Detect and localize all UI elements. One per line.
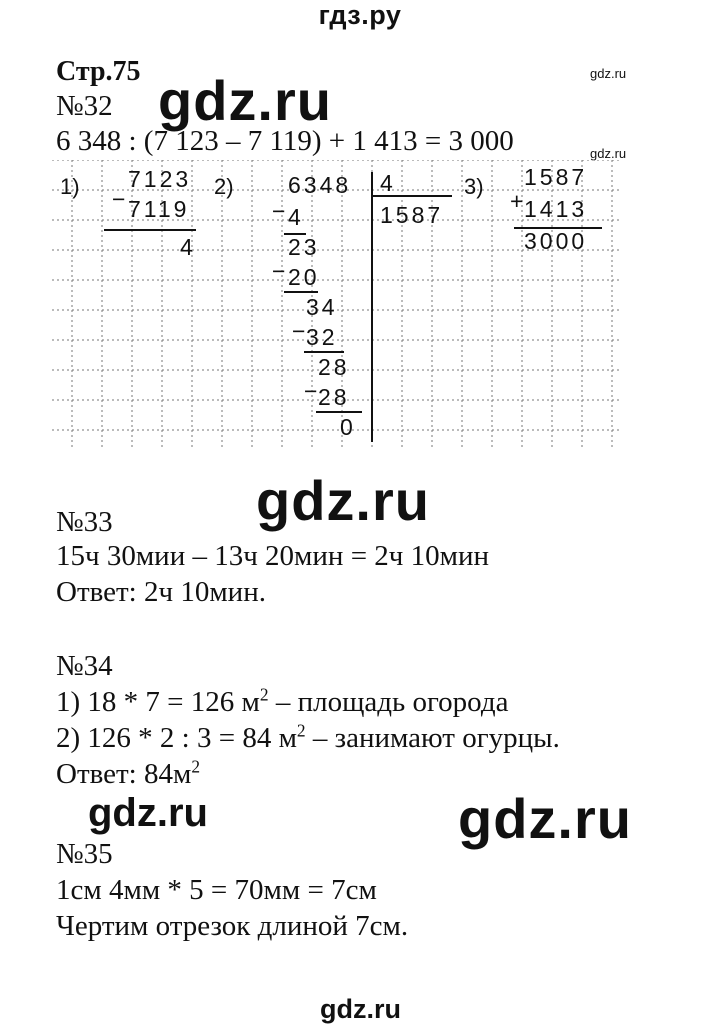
task34-line1-exp: 2 [259, 684, 269, 705]
step2-label: 2) [214, 174, 234, 199]
task34-line2 [56, 722, 560, 755]
step2-quotient: 1587 [380, 202, 444, 228]
step3-addend1: 1587 [524, 164, 588, 190]
task35-line2: Чертим отрезок длиной 7см. [56, 910, 409, 942]
task35-line1: 1см 4мм * 5 = 70мм = 7см [56, 874, 377, 906]
task33-number: №33 [56, 506, 113, 538]
task34-line1-main: 1) 18 * 7 = 126 м [56, 686, 260, 718]
task34-line2-rest: – занимают огурцы. [305, 722, 560, 754]
step1-label: 1) [60, 174, 80, 199]
watermark-top: гдз.ру [318, 0, 402, 30]
task32-expression: 6 348 : (7 123 – 7 119) + 1 413 = 3 000 [56, 125, 514, 157]
step3-label: 3) [464, 174, 484, 199]
watermark-small-1: gdz.ru [590, 66, 627, 81]
step2-row: 28 [318, 384, 350, 410]
watermark-large-1: gdz.ru [158, 69, 332, 132]
step2-divisor: 4 [380, 170, 396, 196]
task33-answer: Ответ: 2ч 10мин. [56, 576, 266, 608]
step2-dividend: 6348 [288, 172, 352, 198]
step3-addend2: 1413 [524, 196, 588, 222]
task34-number: №34 [56, 650, 113, 682]
task34-answer-exp: 2 [191, 756, 201, 777]
step2-row: 28 [318, 354, 350, 380]
task34-line1-rest: – площадь огорода [268, 686, 509, 718]
task34-line2-main: 2) 126 * 2 : 3 = 84 м [56, 722, 297, 754]
step2-row: 20 [288, 264, 320, 290]
task34-answer [56, 758, 200, 791]
step2-row: 0 [340, 414, 356, 440]
task35-number: №35 [56, 838, 113, 870]
watermark-large-2: gdz.ru [256, 469, 430, 532]
watermark-large-3: gdz.ru [458, 787, 632, 850]
step1-result: 4 [180, 234, 196, 260]
step2-row: 4 [288, 204, 304, 230]
watermark-small-2: gdz.ru [590, 146, 627, 161]
step2-minus-sign: − [292, 318, 309, 344]
page-label: Стр.75 [56, 56, 141, 87]
step1-minus-sign: − [112, 186, 129, 212]
step2-minus-sign: − [272, 198, 289, 224]
step1-minuend: 7123 [128, 166, 192, 192]
step2-row: 34 [306, 294, 338, 320]
step2-minus-sign: − [272, 258, 289, 284]
watermark-bottom: gdz.ru [320, 994, 401, 1024]
task34-line1 [56, 686, 508, 719]
task32-number: №32 [56, 90, 113, 122]
task34-answer-main: Ответ: 84м [56, 758, 192, 790]
step2-row: 32 [306, 324, 338, 350]
step3-sum: 3000 [524, 228, 588, 254]
task34-line2-exp: 2 [296, 720, 306, 741]
watermark-medium: gdz.ru [88, 791, 208, 835]
step1-subtrahend: 7119 [128, 196, 190, 222]
step2-minus-sign: − [304, 378, 321, 404]
step3-plus-sign: + [510, 188, 527, 214]
step2-row: 23 [288, 234, 320, 260]
task33-line1: 15ч 30мии – 13ч 20мин = 2ч 10мин [56, 540, 490, 572]
